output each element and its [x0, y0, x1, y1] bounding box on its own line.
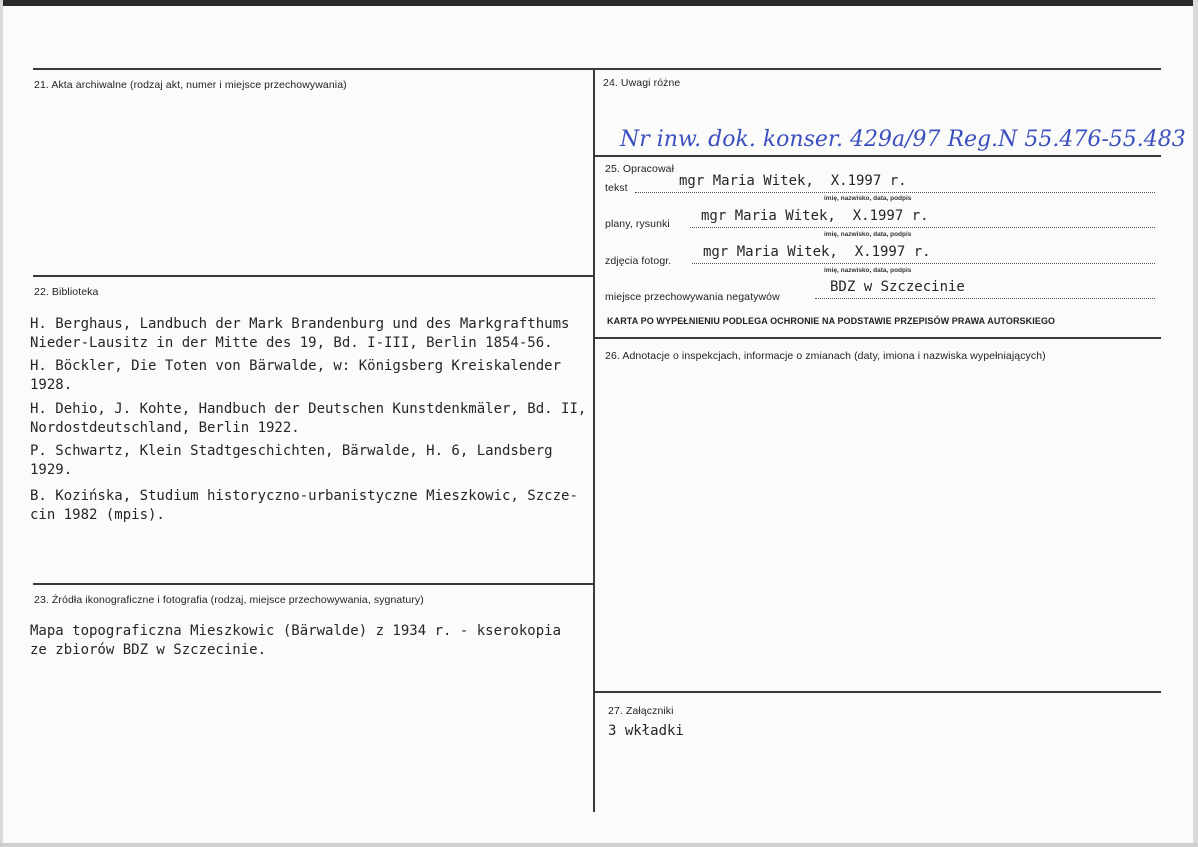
- divider-22-23: [33, 583, 593, 585]
- bibliography-entry: B. Kozińska, Studium historyczno-urbanistyczne Mieszkowic, Szcze- cin 1982 (mpis).: [30, 488, 578, 523]
- section-23-title: 23. Źródła ikonograficzne i fotografia (rodzaj, miejsce przechowywania, sygnatury): [34, 594, 424, 606]
- tekst-value: mgr Maria Witek, X.1997 r.: [679, 173, 907, 189]
- zdjecia-label: zdjęcia fotogr.: [605, 255, 672, 267]
- center-divider: [593, 68, 595, 812]
- divider-26-27: [595, 691, 1161, 693]
- divider-21-22: [33, 275, 593, 277]
- plany-caption: imię, nazwisko, data, podpis: [824, 231, 912, 238]
- scan-bottom-edge: [0, 843, 1198, 847]
- plany-line: [690, 227, 1155, 228]
- divider-24-25: [595, 155, 1161, 157]
- negatives-value: BDZ w Szczecinie: [830, 279, 965, 295]
- section-24-title: 24. Uwagi różne: [603, 77, 681, 89]
- handwritten-inventory-note: Nr inw. dok. konser. 429a/97 Reg.N 55.476-55.483: [620, 127, 1186, 152]
- tekst-label: tekst: [605, 182, 628, 194]
- section-21-title: 21. Akta archiwalne (rodzaj akt, numer i miejsce przechowywania): [34, 79, 347, 91]
- bibliography-entry: H. Böckler, Die Toten von Bärwalde, w: Königsberg Kreiskalender 1928.: [30, 358, 562, 393]
- top-rule: [33, 68, 1161, 70]
- scan-left-edge: [0, 0, 3, 847]
- negatives-line: [815, 298, 1155, 299]
- tekst-line: [635, 192, 1155, 193]
- attachments-value: 3 wkładki: [608, 723, 684, 739]
- bibliography-entry: P. Schwartz, Klein Stadtgeschichten, Bärwalde, H. 6, Landsberg 1929.: [30, 443, 553, 478]
- zdjecia-line: [692, 263, 1155, 264]
- tekst-caption: imię, nazwisko, data, podpis: [824, 195, 912, 202]
- section-26-title: 26. Adnotacje o inspekcjach, informacje o zmianach (daty, imiona i nazwiska wypełniających): [605, 350, 1046, 362]
- bibliography-entry: H. Berghaus, Landbuch der Mark Brandenburg und des Markgrafthums Nieder-Lausitz in der Mitte des 19, Bd. I-III, Berlin 1854-56.: [30, 316, 570, 351]
- section-25-title: 25. Opracował: [605, 163, 675, 175]
- divider-25-26: [595, 337, 1161, 339]
- scan-top-edge: [0, 0, 1198, 6]
- section-22-title: 22. Biblioteka: [34, 286, 99, 298]
- plany-label: plany, rysunki: [605, 218, 670, 230]
- zdjecia-value: mgr Maria Witek, X.1997 r.: [703, 244, 931, 260]
- bibliography-entry: H. Dehio, J. Kohte, Handbuch der Deutschen Kunstdenkmäler, Bd. II, Nordostdeutschland, Berlin 1922.: [30, 401, 587, 436]
- negatives-label: miejsce przechowywania negatywów: [605, 291, 780, 303]
- iconography-text: Mapa topograficzna Mieszkowic (Bärwalde) z 1934 r. - kserokopia ze zbiorów BDZ w Szczecinie.: [30, 623, 562, 658]
- copyright-note: KARTA PO WYPEŁNIENIU PODLEGA OCHRONIE NA PODSTAWIE PRZEPISÓW PRAWA AUTORSKIEGO: [607, 316, 1056, 326]
- zdjecia-caption: imię, nazwisko, data, podpis: [824, 267, 912, 274]
- plany-value: mgr Maria Witek, X.1997 r.: [701, 208, 929, 224]
- section-27-title: 27. Załączniki: [608, 705, 674, 717]
- scan-right-edge: [1193, 0, 1198, 847]
